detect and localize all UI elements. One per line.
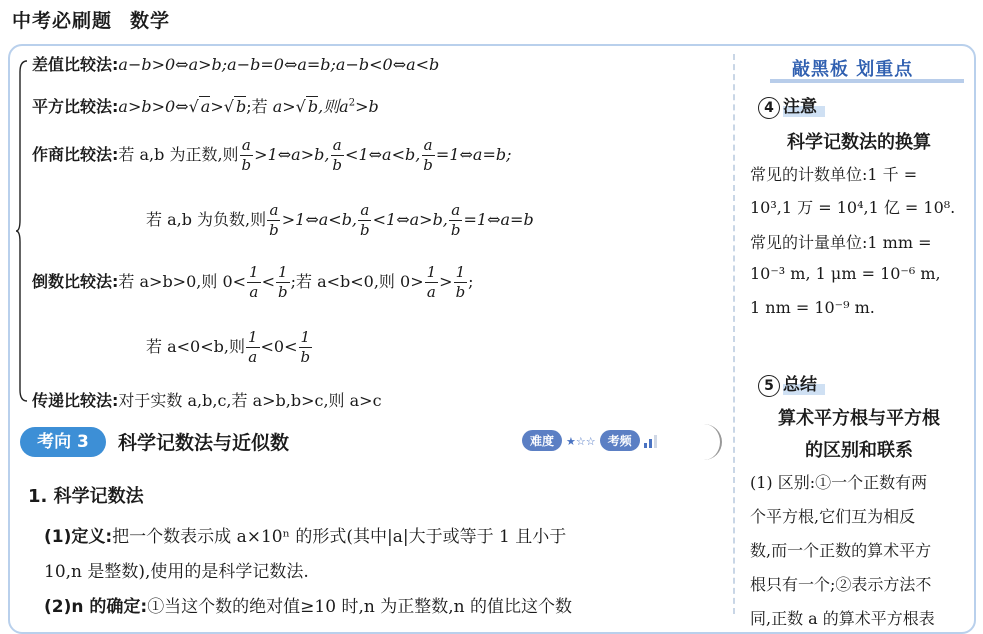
diff-compare-row xyxy=(32,52,439,75)
n-determine-label: (2)n 的确定: xyxy=(44,597,148,617)
square-compare-label: 平方比较法: xyxy=(32,97,119,116)
column-divider xyxy=(733,54,735,614)
quot-neg-2: <1⇔a>b, xyxy=(372,210,448,229)
quot-neg-row xyxy=(146,203,534,238)
fraction-a-over-b: $\frac{a}{b}$ xyxy=(332,136,343,174)
note5-title-2: 的区别和联系 xyxy=(805,440,913,461)
left-brace xyxy=(16,60,28,402)
square-mid: > xyxy=(210,97,224,116)
sqrt-symbol: √ xyxy=(223,97,234,116)
fraction-a-over-b: $\frac{a}{b}$ xyxy=(241,136,252,174)
square-compare-row: 平方比较法:a>b>0⇔√ a>√ b;若 a>√ b,则$a^2>b$ xyxy=(32,97,379,116)
note5-line: 根只有一个;②表示方法不 xyxy=(750,575,932,594)
note5-line: 数,而一个正数的算术平方 xyxy=(750,541,932,560)
recip-1-pre: 若 a>b>0,则 0< xyxy=(118,272,247,291)
fraction-a-over-b: $\frac{a}{b}$ xyxy=(423,136,433,174)
quot-neg-1: >1⇔a<b, xyxy=(281,210,358,229)
recip-1-mid: ;若 a<b<0,则 0> xyxy=(290,272,424,291)
note5-heading xyxy=(758,370,825,397)
note4-title: 科学记数法的换算 xyxy=(787,132,931,153)
recip-row-1 xyxy=(32,265,474,300)
note4-label: 注意 xyxy=(783,97,825,117)
note5-title-1: 算术平方根与平方根 xyxy=(778,408,940,429)
quot-pos-row xyxy=(32,138,511,173)
square-if: ;若 xyxy=(246,97,273,116)
note5-line: (1) 区别:①一个正数有两 xyxy=(750,473,928,492)
definition-body: 把一个数表示成 a×10ⁿ 的形式(其中|a|大于或等于 1 且小于 xyxy=(112,527,567,547)
bar-end-arc xyxy=(670,424,722,460)
fraction-a-over-b: $\frac{a}{b}$ xyxy=(269,201,279,239)
sqrt-symbol: √ xyxy=(188,97,199,116)
trans-compare-row xyxy=(32,388,382,411)
square-then: ,则a xyxy=(318,97,349,116)
banner-title: 敲黑板 划重点 xyxy=(792,59,914,80)
fraction-1-over-b: $\frac{1}{b}$ xyxy=(300,328,311,366)
kaoxiang-title: 科学记数法与近似数 xyxy=(118,432,290,454)
note4-line: 1 nm = 10⁻⁹ m. xyxy=(750,298,875,317)
fraction-a-over-b: $\frac{a}{b}$ xyxy=(360,201,370,239)
page-header xyxy=(12,6,170,33)
fraction-1-over-b: $\frac{1}{b}$ xyxy=(455,263,466,301)
sqrt-b: b xyxy=(235,97,247,116)
quot-neg-pre: 若 a,b 为负数,则 xyxy=(146,210,267,229)
circled-number-icon: 4 xyxy=(758,97,780,119)
exponent: 2 xyxy=(348,97,356,109)
trans-compare-label: 传递比较法: xyxy=(32,391,119,410)
sqrt-a: a xyxy=(200,97,211,116)
definition-line-1 xyxy=(44,522,714,547)
recip-compare-label: 倒数比较法: xyxy=(32,272,119,291)
frequency-bars-icon xyxy=(644,435,659,451)
kaoxiang-bar xyxy=(20,424,710,460)
n-determine-body: ①当这个数的绝对值≥10 时,n 为正整数,n 的值比这个数 xyxy=(147,597,572,617)
note4-line: 常见的计数单位:1 千 = xyxy=(750,165,918,184)
section-heading: 1. 科学记数法 xyxy=(28,486,144,507)
subject-title: 数学 xyxy=(130,10,171,32)
fraction-1-over-a: $\frac{1}{a}$ xyxy=(249,263,259,301)
kaoxiang-pill: 考向 3 xyxy=(20,427,106,457)
note4-line: 10³,1 万 = 10⁴,1 亿 = 10⁸. xyxy=(750,198,956,217)
sqrt-symbol: √ xyxy=(295,97,306,116)
definition-line-2: 10,n 是整数),使用的是科学记数法. xyxy=(44,562,309,582)
note4-line: 10⁻³ m, 1 μm = 10⁻⁶ m, xyxy=(750,264,941,283)
fraction-1-over-a: $\frac{1}{a}$ xyxy=(426,263,437,301)
recip-2-end: <0< xyxy=(260,337,298,356)
diff-compare-label: 差值比较法: xyxy=(32,55,119,74)
trans-compare-body: 对于实数 a,b,c,若 a>b,b>c,则 a>c xyxy=(118,391,382,410)
quot-pos-2: <1⇔a<b, xyxy=(345,145,421,164)
difficulty-badge: 难度 xyxy=(522,430,562,451)
book-title: 中考必刷题 xyxy=(12,10,113,32)
square-pre: a>b>0⇔ xyxy=(118,97,189,116)
note4-line: 常见的计量单位:1 mm = xyxy=(750,233,932,252)
difficulty-stars: ★☆☆ xyxy=(566,435,596,448)
recip-lt: < xyxy=(261,272,275,291)
frequency-badge: 考频 xyxy=(600,430,640,451)
quot-pos-1: >1⇔a>b, xyxy=(254,145,330,164)
definition-label: (1)定义: xyxy=(44,527,113,547)
blackboard-banner xyxy=(758,52,962,82)
quot-compare-label: 作商比较法: xyxy=(32,145,119,164)
recip-2-pre: 若 a<0<b,则 xyxy=(146,337,245,356)
quot-pos-pre: 若 a,b 为正数,则 xyxy=(118,145,239,164)
square-end: >b xyxy=(355,97,379,116)
recip-semi: ; xyxy=(468,272,474,291)
note4-heading xyxy=(758,92,825,119)
sqrt-b: b xyxy=(307,97,319,116)
note5-label: 总结 xyxy=(783,375,825,395)
recip-gt: > xyxy=(439,272,453,291)
quot-neg-3: =1⇔a=b xyxy=(463,210,534,229)
note5-line: 个平方根,它们互为相反 xyxy=(750,507,916,526)
circled-number-icon: 5 xyxy=(758,375,780,397)
note5-line: 同,正数 a 的算术平方根表 xyxy=(750,609,935,628)
difficulty-frequency xyxy=(522,430,659,451)
n-determine-line xyxy=(44,592,714,617)
recip-row-2 xyxy=(146,330,313,365)
fraction-a-over-b: $\frac{a}{b}$ xyxy=(450,201,461,239)
fraction-1-over-a: $\frac{1}{a}$ xyxy=(247,328,258,366)
quot-pos-3: =1⇔a=b; xyxy=(435,145,512,164)
fraction-1-over-b: $\frac{1}{b}$ xyxy=(277,263,288,301)
diff-compare-body: a−b>0⇔a>b;a−b=0⇔a=b;a−b<0⇔a<b xyxy=(118,55,440,74)
